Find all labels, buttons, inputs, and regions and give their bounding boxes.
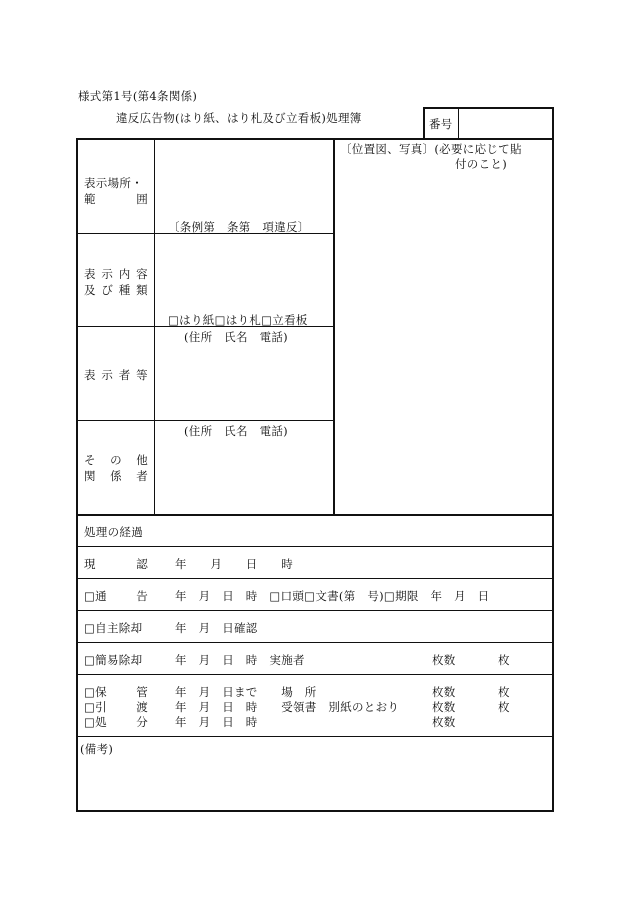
other-label-char: 関 xyxy=(84,469,96,483)
process-header: 処理の経過 xyxy=(84,525,143,539)
section-divider xyxy=(77,514,553,516)
notice-details[interactable]: 年 月 日 時 □口頭□文書(第 号)□期限 年 月 日 xyxy=(175,589,490,603)
storage-count-label: 枚数 xyxy=(432,685,456,699)
other-label-line2 xyxy=(84,468,148,484)
label-column-divider xyxy=(154,139,155,515)
number-field[interactable] xyxy=(462,110,550,136)
ordinance-reference: 〔条例第 条第 項違反〕 xyxy=(168,220,310,234)
content-field[interactable] xyxy=(160,238,328,308)
content-label-char: 示 xyxy=(101,267,114,281)
remarks-label: (備考) xyxy=(80,742,114,756)
notice-checkbox[interactable]: □通 xyxy=(84,589,107,603)
simple-removal-checkbox[interactable]: □簡易除却 xyxy=(84,653,143,667)
storage-label-char: 管 xyxy=(136,685,148,699)
handover-count-label: 枚数 xyxy=(432,700,456,714)
self-removal-checkbox[interactable]: □自主除却 xyxy=(84,621,143,635)
handover-details[interactable]: 年 月 日 時 受領書 別紙のとおり xyxy=(175,700,400,714)
other-label-char: そ xyxy=(84,453,96,467)
content-label-line1 xyxy=(84,266,148,282)
location-label-char: 囲 xyxy=(136,192,148,206)
row-divider-3 xyxy=(77,420,334,421)
location-field[interactable] xyxy=(160,144,328,216)
form-number: 様式第1号(第4条関係) xyxy=(78,89,198,103)
handover-count-unit: 枚 xyxy=(498,700,510,714)
displayer-label-char: 表 xyxy=(84,368,96,382)
handover-label xyxy=(84,699,148,715)
process-row-divider xyxy=(77,546,553,547)
process-row-divider xyxy=(77,610,553,611)
storage-details[interactable]: 年 月 日まで 場 所 xyxy=(175,685,317,699)
location-label-line2 xyxy=(84,191,148,207)
discovery-date[interactable]: 年 月 日 時 xyxy=(175,557,293,571)
diagram-label-line1: 〔位置図、写真〕(必要に応じて貼 xyxy=(340,142,522,156)
number-label: 番号 xyxy=(429,117,453,131)
storage-count-unit: 枚 xyxy=(498,685,510,699)
content-label-char: 容 xyxy=(136,267,148,281)
handover-label-char: 渡 xyxy=(136,700,148,714)
other-label-char: の xyxy=(110,453,122,467)
other-label-char: 係 xyxy=(110,469,122,483)
displayer-field[interactable] xyxy=(160,346,328,416)
process-row-divider xyxy=(77,674,553,675)
content-label-char: び xyxy=(101,283,114,297)
content-label-char: 類 xyxy=(136,283,148,297)
process-row-divider xyxy=(77,642,553,643)
content-label-line2 xyxy=(84,282,148,298)
self-removal-date[interactable]: 年 月 日確認 xyxy=(175,621,258,635)
storage-label xyxy=(84,684,148,700)
displayer-label-char: 等 xyxy=(136,368,148,382)
diagram-label-line2: 付のこと) xyxy=(455,157,507,171)
content-type-checkboxes[interactable]: □はり紙□はり札□立看板 xyxy=(168,313,308,327)
displayer-label-char: 示 xyxy=(101,368,114,382)
disposal-details[interactable]: 年 月 日 時 xyxy=(175,715,258,729)
notice-label-char: 告 xyxy=(136,589,148,603)
simple-removal-details[interactable]: 年 月 日 時 実施者 xyxy=(175,653,305,667)
disposal-count-label: 枚数 xyxy=(432,715,456,729)
form-title: 違反広告物(はり紙、はり札及び立看板)処理簿 xyxy=(116,111,362,125)
location-label-char: 範 xyxy=(84,192,96,206)
handover-checkbox[interactable]: □引 xyxy=(84,700,107,714)
remarks-field[interactable] xyxy=(80,758,550,808)
location-label-line1: 表示場所・ xyxy=(84,176,143,190)
process-row-divider xyxy=(77,578,553,579)
simple-removal-count-unit: 枚 xyxy=(498,653,510,667)
discovery-label-char: 認 xyxy=(136,557,148,571)
displayer-label xyxy=(84,367,148,383)
content-label-char: 種 xyxy=(118,283,131,297)
disposal-checkbox[interactable]: □処 xyxy=(84,715,107,729)
diagram-column-divider xyxy=(333,139,335,515)
displayer-label-char: 者 xyxy=(118,368,131,382)
storage-checkbox[interactable]: □保 xyxy=(84,685,107,699)
other-parties-field[interactable] xyxy=(160,440,328,510)
other-address-hint: (住所 氏名 電話) xyxy=(184,424,288,438)
discovery-label xyxy=(84,556,148,572)
notice-label xyxy=(84,588,148,604)
process-row-divider xyxy=(77,736,553,737)
content-label-char: 表 xyxy=(84,267,96,281)
displayer-address-hint: (住所 氏名 電話) xyxy=(184,330,288,344)
simple-removal-count-label: 枚数 xyxy=(432,653,456,667)
disposal-label-char: 分 xyxy=(136,715,148,729)
disposal-label xyxy=(84,714,148,730)
content-label-char: 内 xyxy=(118,267,131,281)
content-label-char: 及 xyxy=(84,283,96,297)
other-label-char: 者 xyxy=(136,469,148,483)
other-label-line1 xyxy=(84,452,148,468)
other-label-char: 他 xyxy=(136,453,148,467)
number-divider xyxy=(458,107,459,139)
discovery-label-char: 現 xyxy=(84,557,96,571)
diagram-photo-area[interactable] xyxy=(338,176,550,510)
